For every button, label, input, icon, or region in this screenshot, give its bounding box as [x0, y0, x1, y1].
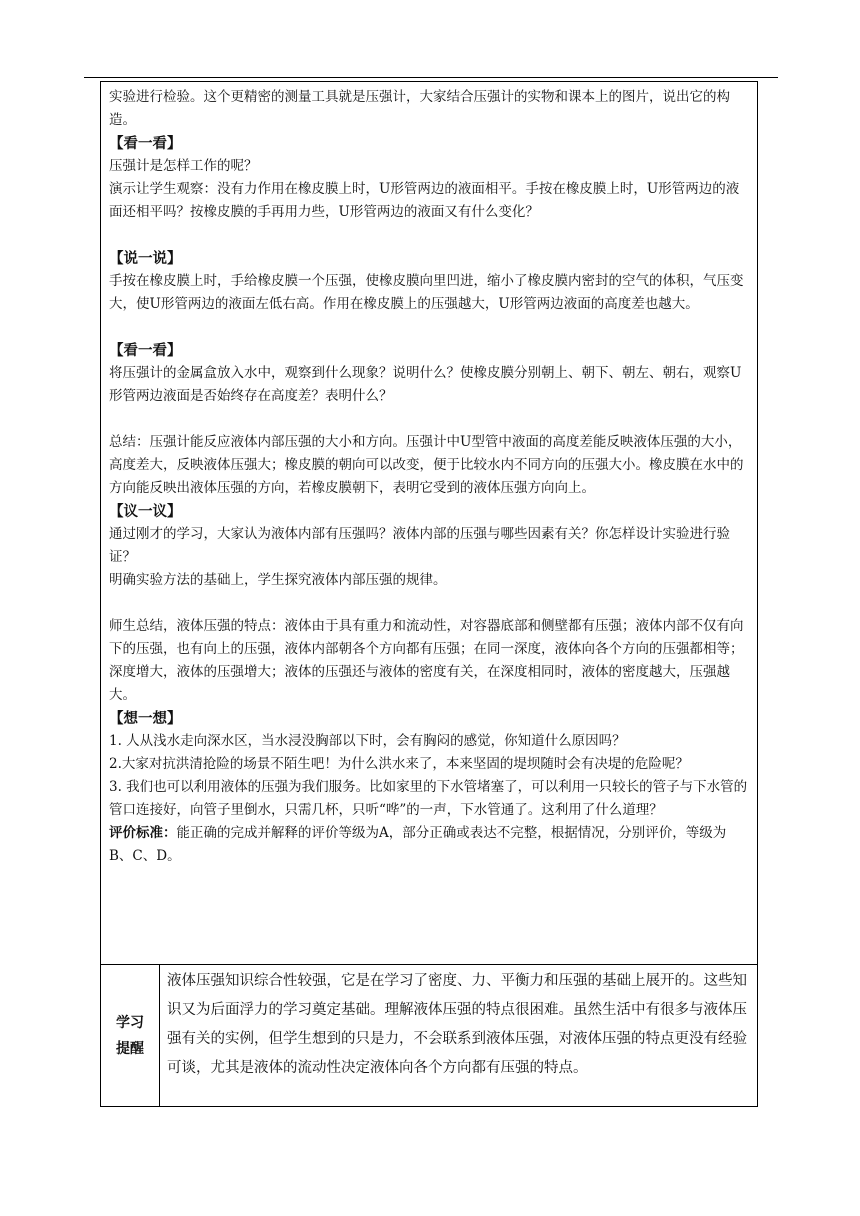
summary-paragraph: 总结：压强计能反应液体内部压强的大小和方向。压强计中U型管中液面的高度差能反映液体压强的大小，高度差大，反映液体压强大；橡皮膜的朝向可以改变，便于比较水内不同方向的压强大小。橡皮膜在水中的方向能反映出液体压强的方向，若橡皮膜朝下，表明它受到的液体压强方向向上。: [109, 434, 744, 496]
evaluation-paragraph: [109, 822, 749, 868]
evaluation-text: 能正确的完成并解释的评价等级为A，部分正确或表达不完整，根据情况，分别评价，等级为B、C、D。: [109, 825, 727, 864]
lesson-table: [100, 81, 758, 1107]
paragraph: 通过刚才的学习，大家认为液体内部有压强吗？液体内部的压强与哪些因素有关？你怎样设计实验进行验证？: [109, 526, 730, 565]
paragraph: 演示让学生观察：没有力作用在橡皮膜上时，U形管两边的液面相平。手按在橡皮膜上时，U形管两边的液面还相平吗？按橡皮膜的手再用力些，U形管两边的液面又有什么变化？: [109, 181, 740, 220]
spacer: [109, 316, 749, 339]
summary-paragraph: 师生总结，液体压强的特点：液体由于具有重力和流动性，对容器底部和侧壁都有压强；液体内部不仅有向下的压强，也有向上的压强，液体内部朝各个方向都有压强；在同一深度，液体向各个方向的压强都相等；深度增大，液体的压强增大；液体的压强还与液体的密度有关，在深度相同时，液体的密度越大，压强越大。: [109, 618, 744, 703]
intro-paragraph: 实验进行检验。这个更精密的测量工具就是压强计，大家结合压强计的实物和课本上的图片，说出它的构造。: [109, 89, 730, 128]
paragraph: 明确实验方法的基础上，学生探究液体内部压强的规律。: [109, 572, 447, 588]
paragraph: 将压强计的金属盒放入水中，观察到什么现象？说明什么？使橡皮膜分别朝上、朝下、朝左、朝右，观察U形管两边液面是否始终存在高度差？表明什么？: [109, 365, 742, 404]
section-heading-look-2: 【看一看】: [109, 342, 182, 359]
spacer: [109, 224, 749, 247]
question-item: 1. 人从浅水走向深水区，当水浸没胸部以下时，会有胸闷的感觉，你知道什么原因吗？: [109, 733, 626, 749]
header-rule: [84, 77, 778, 78]
section-heading-think: 【想一想】: [109, 710, 182, 727]
question-item: 3. 我们也可以利用液体的压强为我们服务。比如家里的下水管堵塞了，可以利用一只较长的管子与下水管的管口连接好，向管子里倒水，只需几杯，只听“哗”的一声，下水管通了。这利用了什么道理？: [109, 779, 748, 818]
section-heading-say: 【说一说】: [109, 250, 182, 267]
paragraph: 手按在橡皮膜上时，手给橡皮膜一个压强，使橡皮膜向里凹进，缩小了橡皮膜内密封的空气的体积，气压变大，使U形管两边的液面左低右高。作用在橡皮膜上的压强越大，U形管两边液面的高度差也越大。: [109, 273, 744, 312]
spacer: [109, 592, 749, 615]
question-item: 2.大家对抗洪清抢险的场景不陌生吧！为什么洪水来了，本来坚固的堤坝随时会有决堤的危险呢？: [109, 756, 689, 772]
evaluation-label: 评价标准：: [109, 825, 177, 841]
reminder-label: 学习提醒: [116, 1014, 144, 1057]
spacer: [109, 408, 749, 431]
reminder-row: [101, 965, 757, 1106]
section-heading-discuss: 【议一议】: [109, 503, 182, 520]
section-heading-look-1: 【看一看】: [109, 135, 182, 152]
activity-cell: [101, 82, 757, 965]
reminder-label-cell: [101, 965, 160, 1106]
activity-content: [109, 86, 749, 868]
paragraph: 压强计是怎样工作的呢？: [109, 158, 258, 174]
reminder-text: 液体压强知识综合性较强，它是在学习了密度、力、平衡力和压强的基础上展开的。这些知识又为后面浮力的学习奠定基础。理解液体压强的特点很困难。虽然生活中有很多与液体压强有关的实例，但学生想到的只是力，不会联系到液体压强，对液体压强的特点更没有经验可谈，尤其是液体的流动性决定液体向各个方向都有压强的特点。: [167, 973, 747, 1076]
